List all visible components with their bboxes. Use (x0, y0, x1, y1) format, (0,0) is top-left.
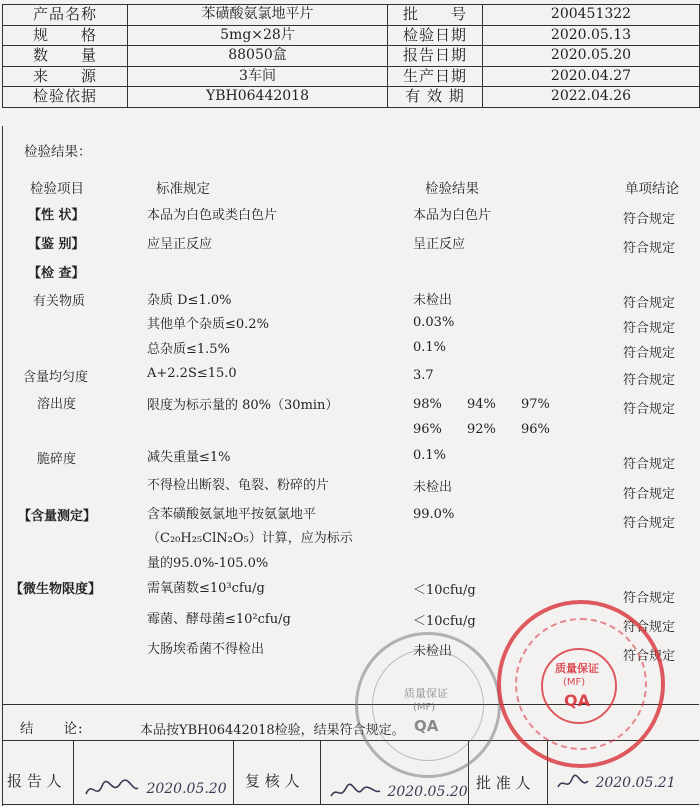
test-date: 2020.05.13 (483, 25, 700, 46)
reviewer-sign-date: 2020.05.20 (387, 784, 468, 800)
spec-value: 5mg×28片 (128, 25, 388, 46)
spec-label: 规 格 (3, 25, 128, 46)
related-result: 未检出 (413, 293, 453, 308)
traits-conclusion: 符合规定 (623, 212, 676, 227)
conclusion-text: 本品按YBH06442018检验，结果符合规定。 (140, 723, 405, 738)
identification-result: 呈正反应 (413, 237, 466, 252)
related-substances-item: 有关物质 (33, 294, 86, 309)
related-conclusion: 符合规定 (623, 321, 676, 336)
identification-item: 【鉴 别】 (28, 237, 85, 252)
quantity-value: 88050盒 (128, 46, 388, 67)
source-label: 来 源 (3, 66, 128, 87)
micro-conclusion: 符合规定 (623, 620, 676, 635)
test-date-label: 检验日期 (388, 25, 483, 46)
col-header-conclusion: 单项结论 (625, 181, 679, 197)
micro-standard: 需氧菌数≤10³cfu/g (147, 581, 265, 596)
report-date-label: 报告日期 (388, 46, 483, 67)
micro-result: ＜10cfu/g (413, 614, 476, 629)
related-standard: 杂质 D≤1.0% (147, 293, 232, 308)
related-result: 0.03% (413, 315, 455, 330)
uniformity-item: 含量均匀度 (23, 370, 89, 385)
reporter-sign-date: 2020.05.20 (146, 781, 227, 797)
batch-number: 200451322 (483, 5, 700, 26)
red-stamp-sub: (MF) (563, 677, 586, 688)
approver-signature (555, 773, 676, 793)
red-stamp-code: QA (564, 691, 590, 710)
quantity-label: 数 量 (3, 46, 128, 67)
approver-label: 批 准 人 (476, 774, 531, 792)
approver-sign-date: 2020.05.21 (595, 775, 676, 791)
micro-standard: 霉菌、酵母菌≤10²cfu/g (147, 612, 291, 627)
reviewer-signature (328, 782, 468, 802)
batch-label: 批 号 (388, 5, 483, 26)
related-conclusion: 符合规定 (623, 346, 676, 361)
red-seal-stamp (497, 600, 665, 768)
grey-stamp-sub: (MF) (413, 702, 436, 713)
grey-stamp-code: QA (414, 717, 439, 735)
micro-item: 【微生物限度】 (10, 582, 102, 597)
reviewer-label: 复 核 人 (245, 772, 300, 790)
product-name-label: 产品名称 (3, 5, 128, 26)
dissolution-value: 97% (521, 397, 550, 412)
basis-label: 检验依据 (3, 87, 128, 108)
dissolution-standard: 限度为标示量的 80%（30min） (147, 398, 339, 413)
signature-scribble-icon (328, 782, 383, 802)
grey-stamp-text: 质量保证 (404, 687, 448, 700)
friability-conclusion: 符合规定 (623, 487, 676, 502)
traits-result: 本品为白色片 (413, 208, 492, 223)
signature-scribble-icon (555, 773, 591, 793)
traits-standard: 本品为白色或类白色片 (147, 208, 278, 223)
micro-conclusion: 符合规定 (623, 649, 676, 664)
assay-standard: 含苯磺酸氨氯地平按氨氯地平 (147, 507, 317, 522)
divider (320, 740, 321, 804)
friability-conclusion: 符合规定 (623, 457, 676, 472)
friability-item: 脆碎度 (37, 452, 77, 467)
product-info-table (2, 4, 700, 108)
report-date: 2020.05.20 (483, 46, 700, 67)
micro-standard: 大肠埃希菌不得检出 (147, 642, 265, 657)
related-standard: 总杂质≤1.5% (147, 342, 230, 357)
dissolution-value: 98% (413, 397, 442, 412)
assay-conclusion: 符合规定 (623, 516, 676, 531)
uniformity-conclusion: 符合规定 (623, 373, 676, 388)
col-header-item: 检验项目 (30, 181, 84, 197)
reporter-signature (82, 778, 227, 800)
col-header-result: 检验结果 (425, 181, 479, 197)
dissolution-value: 96% (413, 422, 442, 437)
related-conclusion: 符合规定 (623, 296, 676, 311)
friability-standard: 不得检出断裂、龟裂、粉碎的片 (147, 478, 330, 493)
expiry-label: 有 效 期 (388, 87, 483, 108)
dissolution-value: 92% (467, 422, 496, 437)
expiry-date: 2022.04.26 (483, 87, 700, 108)
identification-conclusion: 符合规定 (623, 241, 676, 256)
uniformity-standard: A+2.2S≤15.0 (147, 366, 237, 381)
divider (73, 740, 74, 804)
production-date: 2020.04.27 (483, 66, 700, 87)
assay-standard: 量的95.0%-105.0% (147, 556, 269, 571)
assay-standard: （C₂₀H₂₅ClN₂O₅）计算，应为标示 (147, 531, 353, 546)
micro-result: 未检出 (413, 644, 453, 659)
product-name: 苯磺酸氨氯地平片 (128, 5, 388, 26)
results-title: 检验结果： (24, 144, 92, 160)
identification-standard: 应呈正反应 (147, 237, 213, 252)
reporter-label: 报 告 人 (7, 772, 62, 790)
source-value: 3车间 (128, 66, 388, 87)
related-result: 0.1% (413, 340, 447, 355)
uniformity-result: 3.7 (413, 368, 434, 383)
micro-result: ＜10cfu/g (413, 583, 476, 598)
friability-result: 0.1% (413, 448, 447, 463)
conclusion-label: 结 论: (20, 721, 84, 737)
assay-result: 99.0% (413, 507, 455, 522)
friability-standard: 减失重量≤1% (147, 450, 231, 465)
inspection-item: 【检 查】 (28, 266, 85, 281)
red-stamp-text: 质量保证 (555, 662, 599, 675)
production-date-label: 生产日期 (388, 66, 483, 87)
assay-item: 【含量测定】 (18, 509, 97, 524)
traits-item: 【性 状】 (28, 208, 85, 223)
divider (233, 740, 234, 804)
dissolution-value: 96% (521, 422, 550, 437)
related-standard: 其他单个杂质≤0.2% (147, 317, 269, 332)
dissolution-value: 94% (467, 397, 496, 412)
signature-scribble-icon (82, 778, 142, 800)
grey-seal-stamp (355, 632, 501, 778)
col-header-standard: 标准规定 (156, 181, 210, 197)
friability-result: 未检出 (413, 480, 453, 495)
dissolution-item: 溶出度 (37, 397, 77, 412)
micro-conclusion: 符合规定 (623, 591, 676, 606)
dissolution-conclusion: 符合规定 (623, 402, 676, 417)
basis-value: YBH06442018 (128, 87, 388, 108)
